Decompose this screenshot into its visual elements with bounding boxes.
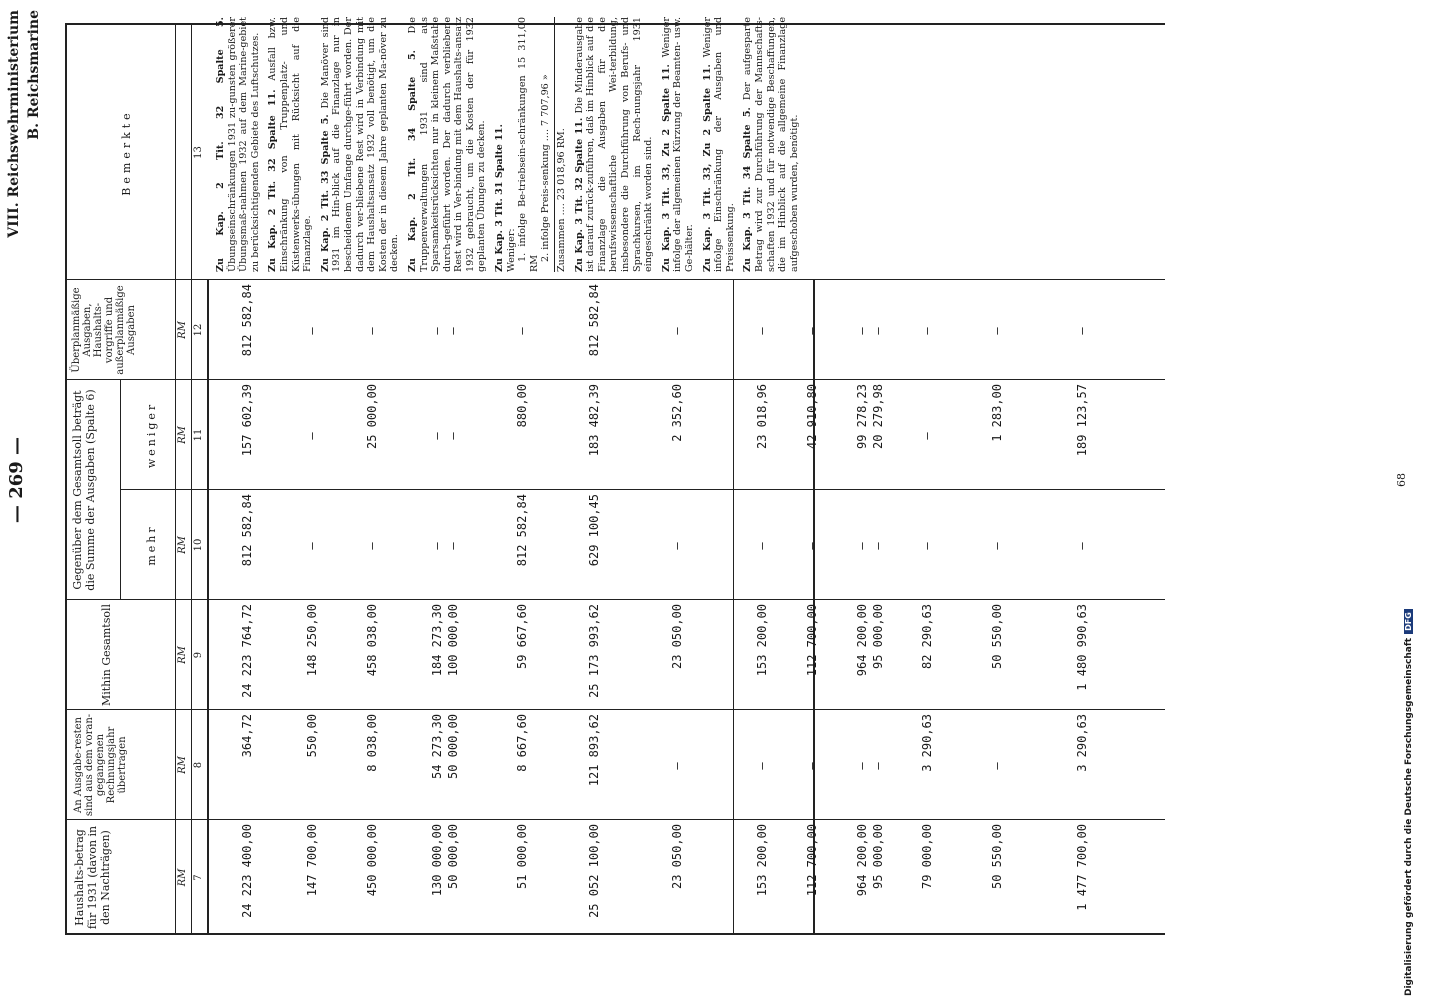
table-cell: — [755, 762, 769, 770]
unit-col-11: RM [177, 426, 188, 444]
table-cell: 25 173 993,62 [587, 604, 601, 698]
table-cell: — [1075, 542, 1089, 550]
remark-1 [215, 17, 261, 272]
table-cell: — [430, 327, 444, 335]
table-cell: — [855, 762, 869, 770]
table-cell: 23 018,96 [755, 384, 769, 450]
remarks-column [215, 17, 806, 272]
table-cell: 112 700,00 [805, 604, 819, 677]
table-cell: 364,72 [240, 714, 254, 758]
remark-9-title: Zu Kap. 3 Tit. 34 Spalte 5. [742, 107, 754, 272]
colno-10: 10 [193, 538, 204, 552]
table-cell: 550,00 [305, 714, 319, 758]
remark-5-item-2: 2. infolge Preis-senkung .... 7 707,96 » [540, 74, 552, 262]
table-cell: — [871, 327, 885, 335]
remark-2 [267, 17, 313, 272]
table-cell: 51 000,00 [515, 824, 529, 890]
digitization-note-text: Digitalisierung gefördert durch die Deutsche Forschungsgemeinschaft [1404, 637, 1414, 996]
page-heading [4, 10, 44, 360]
colno-13: 13 [193, 146, 204, 159]
table-cell: 964 200,00 [855, 604, 869, 677]
table-cell: — [805, 762, 819, 770]
header-col-9: Mithin Gesamtsoll [100, 603, 113, 707]
remark-5-title: Zu Kap. 3 Tit. 31 Spalte 11. [494, 124, 506, 272]
remark-5 [494, 17, 568, 272]
table-cell: — [365, 327, 379, 335]
col-rule-8-9 [65, 709, 1165, 710]
table-cell: 812 582,84 [587, 284, 601, 357]
unit-col-9: RM [177, 646, 188, 664]
table-cell: 184 273,30 [430, 604, 444, 677]
table-cell: 812 582,84 [240, 284, 254, 357]
table-cell: 153 200,00 [755, 824, 769, 897]
remark-9 [742, 17, 800, 272]
remark-5-intro: Weniger: [505, 228, 517, 272]
chapter-title: VIII. Reichswehrministerium [6, 10, 22, 238]
table-cell: 79 000,00 [920, 824, 934, 890]
table-cell: 121 893,62 [587, 714, 601, 787]
table-cell: 99 278,23 [855, 384, 869, 450]
remark-4-text: Die Truppenverwaltungen 1931 sind aus Sparsamkeitsrücksichten nur in kleinem Maßstabe durch-geführt worden. Der dadurch verbliebene Rest wird in Ver-bindung mit dem Haushalts-ansatz 1932 gebraucht, um die Kosten der für 1932 geplanten Übungen zu decken. [406, 17, 488, 272]
table-cell: — [920, 542, 934, 550]
section-title: B. Reichsmarine [26, 10, 42, 140]
table-cell: — [446, 542, 460, 550]
table-cell: — [670, 762, 684, 770]
header-col-12: Überplanmäßige Ausgaben, Haushalts-vorgriffe und außerplanmäßige Ausgaben [71, 285, 137, 375]
header-group-10-11: Gegenüber dem Gesamtsoll beträgt die Summe der Ausgaben (Spalte 6) [71, 389, 97, 591]
table-cell: 54 273,30 [430, 714, 444, 780]
table-cell: 2 352,60 [670, 384, 684, 442]
digitization-note [1404, 396, 1414, 996]
table-cell: — [920, 327, 934, 335]
table-cell: 24 223 764,72 [240, 604, 254, 698]
table-cell: 112 700,00 [805, 824, 819, 897]
colno-8: 8 [193, 761, 204, 769]
unit-col-12: RM [177, 321, 188, 339]
table-cell: 23 050,00 [670, 824, 684, 890]
table-cell: — [670, 327, 684, 335]
colno-9: 9 [193, 651, 204, 659]
table-cell: 95 000,00 [871, 824, 885, 890]
table-cell: — [446, 432, 460, 440]
colno-12: 12 [193, 323, 204, 337]
budget-table [65, 17, 1165, 935]
header-col-11: weniger [145, 401, 158, 469]
table-cell: — [515, 327, 529, 335]
table-cell: — [305, 542, 319, 550]
table-cell: 20 279,98 [871, 384, 885, 450]
table-cell: 812 582,84 [240, 494, 254, 567]
table-top-rule [65, 25, 67, 935]
page-number: — 269 — [6, 436, 27, 524]
colno-11: 11 [193, 428, 204, 442]
remark-6 [574, 17, 655, 272]
table-cell: 23 050,00 [670, 604, 684, 670]
table-cell: 100 000,00 [446, 604, 460, 677]
table-cell: 50 550,00 [990, 824, 1004, 890]
table-cell: 42 910,80 [805, 384, 819, 450]
remark-8 [702, 17, 737, 272]
table-cell: 3 290,63 [920, 714, 934, 772]
table-cell: — [805, 327, 819, 335]
table-cell: — [871, 542, 885, 550]
table-cell: 458 038,00 [365, 604, 379, 677]
table-left-rule [65, 933, 1165, 935]
table-cell: 880,00 [515, 384, 529, 428]
remark-7-text: Weniger infolge der allgemeinen Kürzung der Beamten- usw. Ge-hälter. [660, 17, 695, 272]
table-cell: 50 550,00 [990, 604, 1004, 670]
table-cell: 189 123,57 [1075, 384, 1089, 457]
table-cell: 50 000,00 [446, 824, 460, 890]
remark-5-sum: Zusammen .... 23 018,96 RM. [554, 17, 568, 272]
table-cell: — [446, 327, 460, 335]
header-col-7: Haushalts-betrag für 1931 (davon in den Nachträgen) [73, 825, 112, 930]
table-cell: 812 582,84 [515, 494, 529, 567]
table-cell: 1 283,00 [990, 384, 1004, 442]
group-header-rule [120, 380, 121, 600]
table-cell: 450 000,00 [365, 824, 379, 897]
table-cell: 148 250,00 [305, 604, 319, 677]
table-cell: — [920, 432, 934, 440]
unit-col-10: RM [177, 536, 188, 554]
header-col-13: Bemerkte [120, 109, 133, 196]
table-cell: — [990, 327, 1004, 335]
remark-9-text: Der aufgesparte Betrag wird zur Durchführung der Mannschafts-schaften 1932 und für notwendige Beschaffungen, die im Hinblick auf die allgemeine Finanzlage aufgeschoben wurden, benötigt. [742, 17, 800, 272]
header-col-8: An Ausgabe-resten sind aus dem voran-gegangenen Rechnungsjahr übertragen [73, 713, 128, 817]
table-cell: 50 000,00 [446, 714, 460, 780]
table-cell: — [871, 762, 885, 770]
col-rule-7-8 [65, 819, 1165, 820]
table-cell: 8 038,00 [365, 714, 379, 772]
colno-7: 7 [193, 874, 204, 881]
remark-2-text: Ausfall bzw. Einschränkung von Truppenplatz- und Küstenwerks-übungen mit Rücksicht auf die Finanzlage. [267, 17, 314, 272]
unit-col-8: RM [177, 756, 188, 774]
remark-6-text: Die Minderausgabe ist darauf zurück-zuführen, daß im Hinblick auf die Finanzlage die Ausgaben für die berufswissenschaftliche Wei-terbildung, insbesondere die Durchführung von Berufs- und Sprachkursen, im Rech-nungsjahr 1931 eingeschränkt worden sind. [573, 17, 655, 272]
remark-5-item-1: 1. infolge Be-triebsein-schränkungen 15 311,00 RM [517, 17, 540, 272]
table-cell: — [365, 542, 379, 550]
table-cell: 8 667,60 [515, 714, 529, 772]
table-cell: — [755, 542, 769, 550]
table-cell: — [430, 432, 444, 440]
remark-6-title: Zu Kap. 3 Tit. 32 Spalte 11. [573, 117, 585, 272]
table-cell: — [855, 542, 869, 550]
dfg-logo: DFG [1404, 609, 1413, 634]
table-cell: — [305, 327, 319, 335]
footer-page-number: 68 [1395, 473, 1408, 487]
table-cell: 1 480 990,63 [1075, 604, 1089, 691]
remark-8-text: Weniger infolge Einschränkung der Ausgaben und Preissenkung. [701, 17, 736, 272]
table-cell: — [990, 542, 1004, 550]
remark-4 [407, 17, 488, 272]
table-cell: 629 100,45 [587, 494, 601, 567]
col-rule-12-13 [65, 279, 1165, 280]
table-cell: 153 200,00 [755, 604, 769, 677]
table-cell: — [670, 542, 684, 550]
table-cell: 59 667,60 [515, 604, 529, 670]
unit-col-7: RM [177, 868, 188, 887]
unit-row-rule [191, 25, 192, 935]
remark-1-text: Übungseinschränkungen 1931 zu-gunsten größerer Übungsmaß-nahmen 1932 auf dem Marine-gebiet zu berücksichtigenden Gebiete des Luftschutzes. [226, 17, 261, 272]
header-bottom-rule [175, 25, 176, 935]
table-cell: 183 482,39 [587, 384, 601, 457]
table-cell: 25 052 100,00 [587, 824, 601, 918]
col-rule-10-11 [120, 489, 1165, 490]
table-cell: 24 223 400,00 [240, 824, 254, 918]
remark-3-title: Zu Kap. 2 Tit. 33 Spalte 5. [319, 114, 331, 272]
header-col-10: mehr [145, 524, 158, 566]
table-cell: 130 000,00 [430, 824, 444, 897]
table-cell: 3 290,63 [1075, 714, 1089, 772]
table-cell: 147 700,00 [305, 824, 319, 897]
remark-3 [320, 17, 401, 272]
remark-1-title: Zu Kap. 2 Tit. 32 Spalte 5. [215, 17, 226, 272]
table-cell: 95 000,00 [871, 604, 885, 670]
table-cell: 964 200,00 [855, 824, 869, 897]
col-rule-9-10 [65, 599, 1165, 600]
table-cell: — [1075, 327, 1089, 335]
table-cell: — [305, 432, 319, 440]
table-cell: 82 290,63 [920, 604, 934, 670]
table-cell: — [990, 762, 1004, 770]
table-cell: — [805, 542, 819, 550]
remark-3-text: Die Manöver sind 1931 im Hin-blick auf die Finanzlage nur in bescheidenem Umfange durchge-führt worden. Der dadurch ver-bliebene Rest wird in Verbindung mit dem Haushaltsansatz 1932 voll benötigt, um die Kosten der in diesem Jahre geplanten Ma-növer zu decken. [319, 17, 401, 272]
table-cell: 1 477 700,00 [1075, 824, 1089, 911]
remark-7 [661, 17, 696, 272]
table-cell: — [430, 542, 444, 550]
col-rule-11-12 [65, 379, 1165, 380]
table-cell: — [855, 327, 869, 335]
remark-4-title: Zu Kap. 2 Tit. 34 Spalte 5. [406, 49, 418, 272]
remark-7-title: Zu Kap. 3 Tit. 33, Zu 2 Spalte 11. [660, 64, 672, 272]
table-cell: 157 602,39 [240, 384, 254, 457]
remark-8-title: Zu Kap. 3 Tit. 33, Zu 2 Spalte 11. [701, 64, 713, 272]
remark-2-title: Zu Kap. 2 Tit. 32 Spalte 11. [267, 89, 279, 272]
table-cell: — [755, 327, 769, 335]
table-cell: 25 000,00 [365, 384, 379, 450]
